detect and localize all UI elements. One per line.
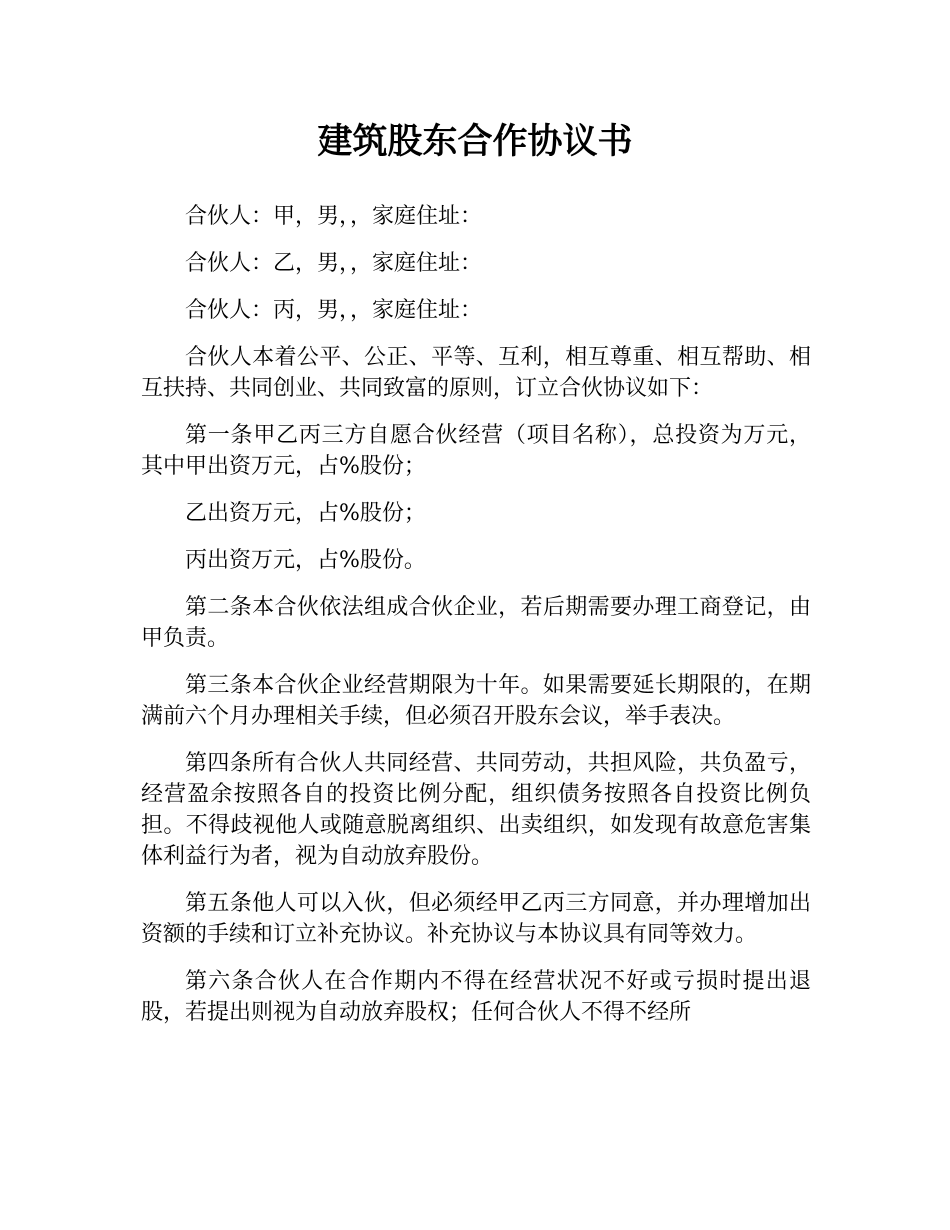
- article-5-paragraph: 第五条他人可以入伙，但必须经甲乙丙三方同意，并办理增加出资额的手续和订立补充协议。补充协议与本协议具有同等效力。: [141, 891, 811, 947]
- investment-c-line: 丙出资万元，占%股份。: [185, 548, 426, 573]
- investment-b-line: 乙出资万元，占%股份；: [185, 501, 426, 526]
- partner-b-line: 合伙人：乙，男，，家庭住址：: [185, 251, 483, 276]
- preamble-paragraph: 合伙人本着公平、公正、平等、互利，相互尊重、相互帮助、相互扶持、共同创业、共同致富的原则，订立合伙协议如下：: [141, 345, 811, 401]
- article-4-paragraph: 第四条所有合伙人共同经营、共同劳动，共担风险，共负盈亏，经营盈余按照各自的投资比例分配，组织债务按照各自投资比例负担。不得歧视他人或随意脱离组织、出卖组织，如发现有故意危害集体利益行为者，视为自动放弃股份。: [141, 751, 811, 869]
- document-title: 建筑股东合作协议书: [317, 122, 633, 162]
- article-6-paragraph: 第六条合伙人在合作期内不得在经营状况不好或亏损时提出退股，若提出则视为自动放弃股权；任何合伙人不得不经所: [141, 969, 811, 1025]
- partner-c-line: 合伙人：丙，男，，家庭住址：: [185, 298, 483, 323]
- article-3-paragraph: 第三条本合伙企业经营期限为十年。如果需要延长期限的，在期满前六个月办理相关手续，但必须召开股东会议，举手表决。: [141, 673, 811, 729]
- document-body: [141, 201, 811, 1044]
- partner-a-line: 合伙人：甲，男，，家庭住址：: [185, 204, 483, 229]
- article-2-paragraph: 第二条本合伙依法组成合伙企业，若后期需要办理工商登记，由甲负责。: [141, 595, 811, 651]
- article-1-paragraph: 第一条甲乙丙三方自愿合伙经营（项目名称），总投资为万元，其中甲出资万元，占%股份；: [141, 423, 811, 479]
